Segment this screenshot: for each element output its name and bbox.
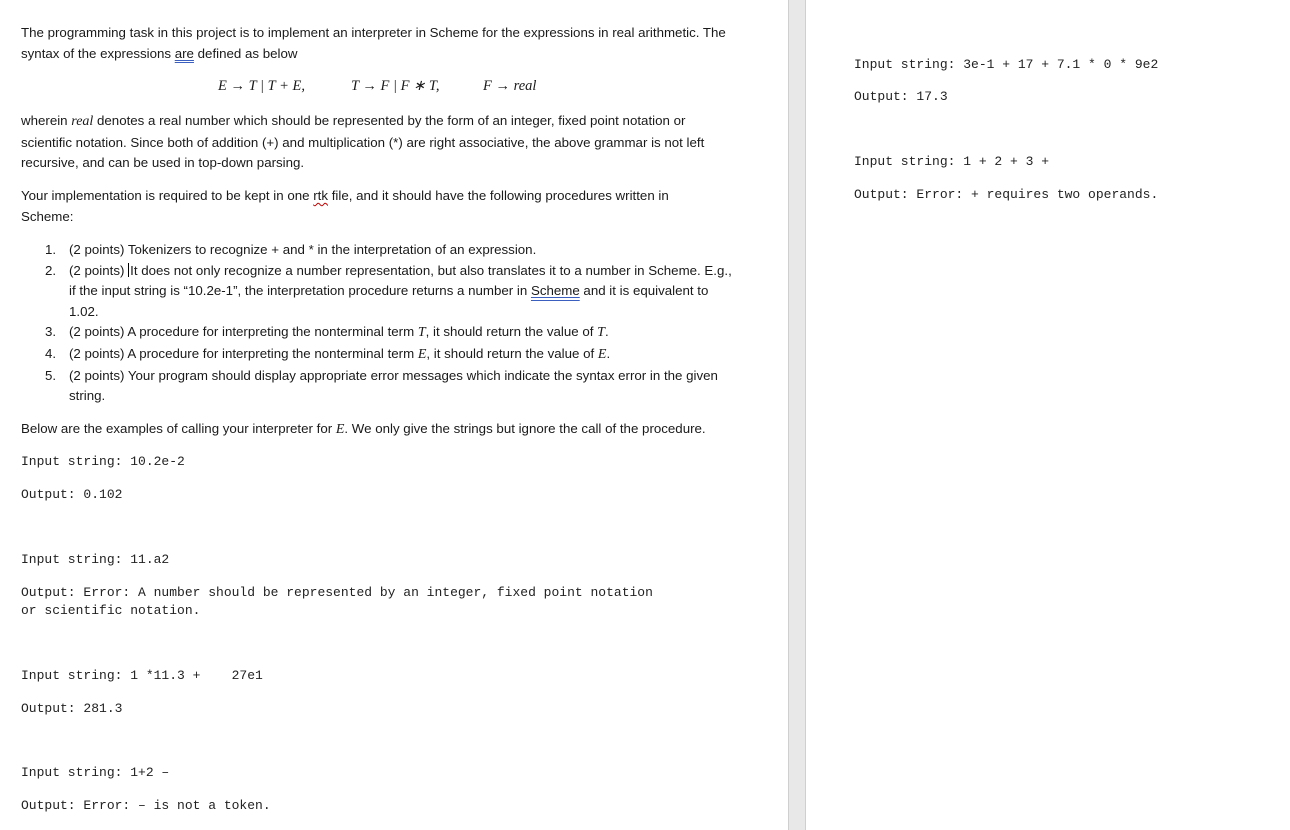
list-item: 3. (2 points) A procedure for interpreting the nonterminal term T, it should return the value of T.	[45, 324, 609, 341]
real-paragraph: wherein real denotes a real number which should be represented by the form of an integer, fixed point notation or scientific notation. Since both of addition (+) and multiplication (*) are right associative, the above grammar is not left recursive, and can be used in top-down parsing.	[21, 113, 705, 171]
example-input: Input string: 10.2e-2	[21, 454, 185, 469]
example-output: Output: 281.3	[21, 701, 123, 716]
spelling-error-underline[interactable]: rtk	[313, 188, 329, 203]
examples-intro: Below are the examples of calling your interpreter for E. We only give the strings but ignore the call of the procedure.	[21, 421, 706, 437]
example-input: Input string: 1+2 –	[21, 765, 170, 780]
example-input: Input string: 1 *11.3 + 27e1	[21, 668, 263, 683]
intro-line-1: The programming task in this project is to implement an interpreter in Scheme for the expressions in real arithmetic. The	[21, 25, 726, 40]
example-output: Output: Error: A number should be represented by an integer, fixed point notation	[21, 585, 653, 600]
math-real: real	[71, 114, 94, 129]
list-item: 2. (2 points) It does not only recognize a number representation, but also translates it to a number in Scheme. E.g., if the input string is “10.2e-1”, the interpretation procedure returns a number in Scheme and it is equivalent to 1.02.	[45, 262, 732, 319]
list-item: 5. (2 points) Your program should display appropriate error messages which indicate the syntax error in the given string.	[45, 367, 718, 404]
grammar-rule-e: E → T | T + E,	[218, 78, 305, 94]
list-item: 4. (2 points) A procedure for interpreting the nonterminal term E, it should return the value of E.	[45, 345, 611, 362]
grammar-rule-f: F → real	[483, 78, 537, 94]
page-gap-divider	[788, 0, 806, 830]
text-cursor	[128, 263, 129, 277]
grammar-check-underline[interactable]: Scheme	[530, 283, 580, 299]
intro-paragraph	[21, 23, 751, 64]
example-output: Output: Error: – is not a token.	[21, 798, 271, 813]
example-input: Input string: 3e-1 + 17 + 7.1 * 0 * 9e2	[854, 57, 1159, 72]
list-item: 1. (2 points) Tokenizers to recognize + and * in the interpretation of an expression.	[45, 242, 537, 257]
example-output: Output: 17.3	[854, 89, 948, 104]
example-output: Output: 0.102	[21, 487, 123, 502]
implementation-paragraph: Your implementation is required to be kept in one rtk file, and it should have the following procedures written in Scheme:	[21, 188, 669, 224]
example-output-continued: or scientific notation.	[21, 603, 201, 618]
document-page-right	[806, 0, 1290, 830]
example-output: Output: Error: + requires two operands.	[854, 187, 1159, 202]
grammar-rule-t: T → F | F ∗ T,	[351, 78, 440, 94]
requirements-list	[21, 240, 751, 407]
example-input: Input string: 1 + 2 + 3 +	[854, 154, 1050, 169]
example-input: Input string: 11.a2	[21, 552, 170, 567]
grammar-check-underline[interactable]: are	[174, 45, 194, 61]
intro-line-2: syntax of the expressions are defined as below	[21, 45, 298, 61]
